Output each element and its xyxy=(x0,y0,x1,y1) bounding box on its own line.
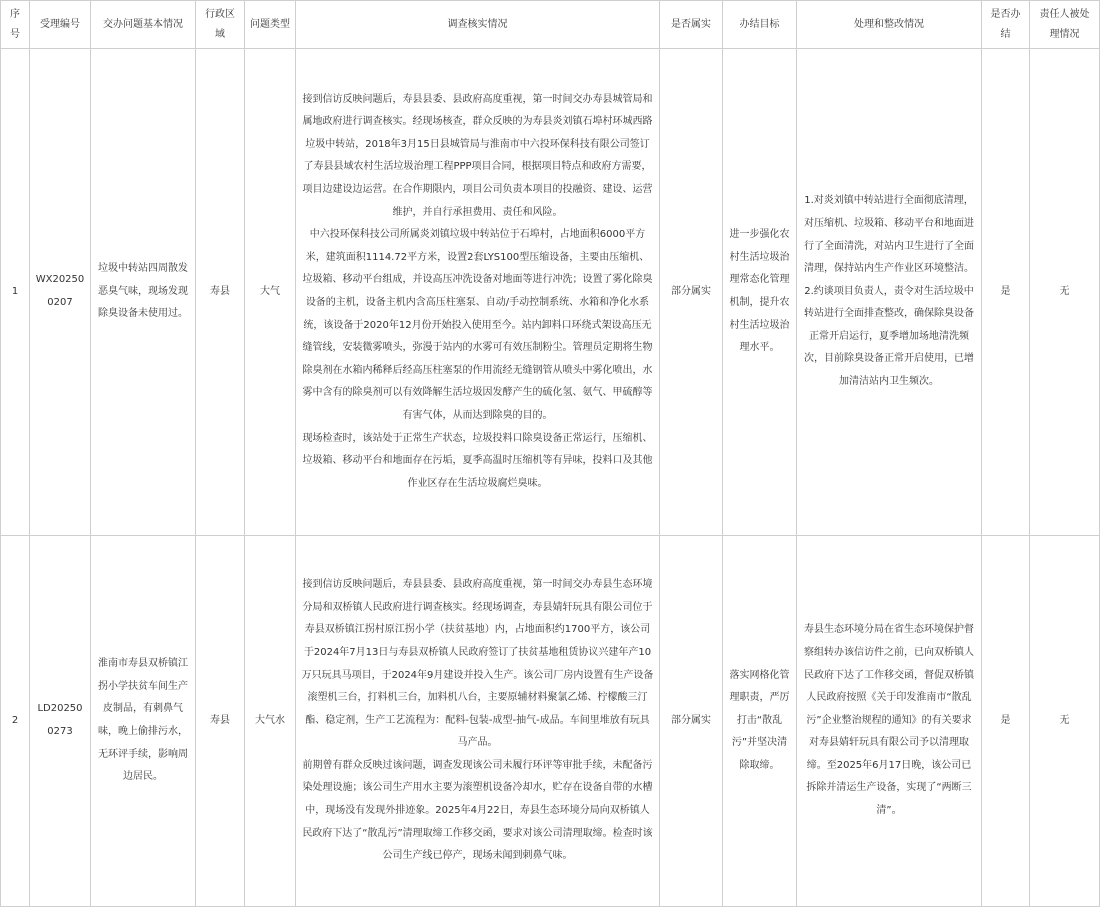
header-facts: 调查核实情况 xyxy=(296,1,660,49)
cell-closed: 是 xyxy=(982,49,1030,536)
cell-verified: 部分属实 xyxy=(660,49,723,536)
cell-facts xyxy=(296,49,660,536)
header-target: 办结目标 xyxy=(723,1,797,49)
handling-item: 寿县生态环境分局在省生态环境保护督察组转办该信访件之前，已向双桥镇人民政府下达了工作移交函，督促双桥镇人民政府按照《关于印发淮南市“散乱污”企业整治规程的通知》的有关要求对寿县婧轩玩具有限公司予以清理取缔。至2025年6月17日晚，该公司已拆除并清运生产设备，实现了“两断三清”。 xyxy=(804,624,974,817)
facts-paragraph: 前期曾有群众反映过该问题，调查发现该公司未履行环评等审批手续，未配备污染处理设施；该公司生产用水主要为滚塑机设备冷却水，贮存在设备自带的水槽中，现场没有发现外排迹象。2025年4月22日，寿县生态环境分局向双桥镇人民政府下达了“散乱污”清理取缔工作移交函，要求对该公司清理取缔。检查时该公司生产线已停产，现场未闻到刺鼻气味。 xyxy=(302,759,653,862)
cell-seq: 1 xyxy=(1,49,30,536)
header-row xyxy=(1,1,1100,49)
cell-region: 寿县 xyxy=(196,536,245,907)
cell-facts xyxy=(296,536,660,907)
cell-region: 寿县 xyxy=(196,49,245,536)
header-handling: 处理和整改情况 xyxy=(797,1,982,49)
cell-target: 进一步强化农村生活垃圾治理常态化管理机制，提升农村生活垃圾治理水平。 xyxy=(723,49,797,536)
cell-handling xyxy=(797,49,982,536)
facts-paragraph: 接到信访反映问题后，寿县县委、县政府高度重视，第一时间交办寿县城管局和属地政府进行调查核实。经现场核查，群众反映的为寿县炎刘镇石埠村环城西路垃圾中转站，2018年3月15日县城管局与淮南市中六投环保科技有限公司签订了寿县县域农村生活垃圾治理工程PPP项目合同，根据项目特点和政府方需要，项目边建设边运营。在合作期限内，项目公司负责本项目的投融资、建设、运营维护，并自行承担费用、责任和风险。 xyxy=(302,93,653,218)
header-closed: 是否办结 xyxy=(982,1,1030,49)
facts-paragraph: 现场检查时，该站处于正常生产状态，垃圾投料口除臭设备正常运行，压缩机、垃圾箱、移动平台和地面存在污垢，夏季高温时压缩机等有异味，投料口及其他作业区存在生活垃圾腐烂臭味。 xyxy=(302,432,653,489)
cell-target: 落实网格化管理职责，严厉打击“散乱污”并坚决清除取缔。 xyxy=(723,536,797,907)
header-region: 行政区域 xyxy=(196,1,245,49)
cell-seq: 2 xyxy=(1,536,30,907)
header-verified: 是否属实 xyxy=(660,1,723,49)
cell-verified: 部分属实 xyxy=(660,536,723,907)
cell-accountable: 无 xyxy=(1030,49,1100,536)
facts-paragraph: 接到信访反映问题后，寿县县委、县政府高度重视，第一时间交办寿县生态环境分局和双桥镇人民政府进行调查核实。经现场调查，寿县婧轩玩具有限公司位于寿县双桥镇江拐村原江拐小学（扶贫基地）内，占地面积约1700平方，该公司于2024年7月13日与寿县双桥镇人民政府签订了扶贫基地租赁协议兴建年产10万只玩具马项目，于2024年9月建设并投入生产。该公司厂房内设置有生产设备滚塑机三台，打料机三台，加料机八台，主要原辅材料聚氯乙烯、柠檬酸三汀酯、稳定剂，生产工艺流程为：配料-包装-成型-抽气-成品。车间里堆放有玩具马产品。 xyxy=(301,579,654,749)
header-code: 受理编号 xyxy=(30,1,91,49)
cell-accountable: 无 xyxy=(1030,536,1100,907)
facts-paragraph: 中六投环保科技公司所属炎刘镇垃圾中转站位于石埠村，占地面积6000平方米，建筑面积1114.72平方米，设置2套LYS100型压缩设备，主要由压缩机、垃圾箱、移动平台组成，并设高压冲洗设备对地面等进行冲洗；设置了雾化除臭设备的主机，设备主机内含高压柱塞泵、自动/手动控制系统、水箱和净化水系统，该设备于2020年12月份开始投入使用至今。站内卸料口环绕式架设高压无缝管线，安装微雾喷头，弥漫于站内的水雾可有效压制粉尘。管理员定期将生物除臭剂在水箱内稀释后经高压柱塞泵的作用流经无缝钢管从喷头中雾化喷出，水雾中含有的除臭剂可以有效降解生活垃圾因发酵产生的硫化氢、氨气、甲硫醇等有害气体，从而达到除臭的目的。 xyxy=(302,229,653,421)
table-row xyxy=(1,536,1100,907)
cell-closed: 是 xyxy=(982,536,1030,907)
header-seq: 序号 xyxy=(1,1,30,49)
cell-code: LD202500273 xyxy=(30,536,91,907)
cell-handling xyxy=(797,536,982,907)
header-issue: 交办问题基本情况 xyxy=(91,1,196,49)
cell-type: 大气 xyxy=(245,49,296,536)
cell-code: WX202500207 xyxy=(30,49,91,536)
header-type: 问题类型 xyxy=(245,1,296,49)
handling-item: 2.约谈项目负责人，责令对生活垃圾中转站进行全面排查整改，确保除臭设备正常开启运行，夏季增加场地清洗频次，目前除臭设备正常开启使用，已增加清洁站内卫生频次。 xyxy=(804,285,974,388)
header-accountable: 责任人被处理情况 xyxy=(1030,1,1100,49)
cell-type: 大气水 xyxy=(245,536,296,907)
handling-item: 1.对炎刘镇中转站进行全面彻底清理，对压缩机、垃圾箱、移动平台和地面进行了全面清洗，对站内卫生进行了全面清理，保持站内生产作业区环境整洁。 xyxy=(804,195,974,275)
cell-issue: 垃圾中转站四周散发恶臭气味，现场发现除臭设备未使用过。 xyxy=(91,49,196,536)
table-row xyxy=(1,49,1100,536)
cell-issue: 淮南市寿县双桥镇江拐小学扶贫车间生产皮制品，有刺鼻气味，晚上偷排污水，无环评手续，影响周边居民。 xyxy=(91,536,196,907)
